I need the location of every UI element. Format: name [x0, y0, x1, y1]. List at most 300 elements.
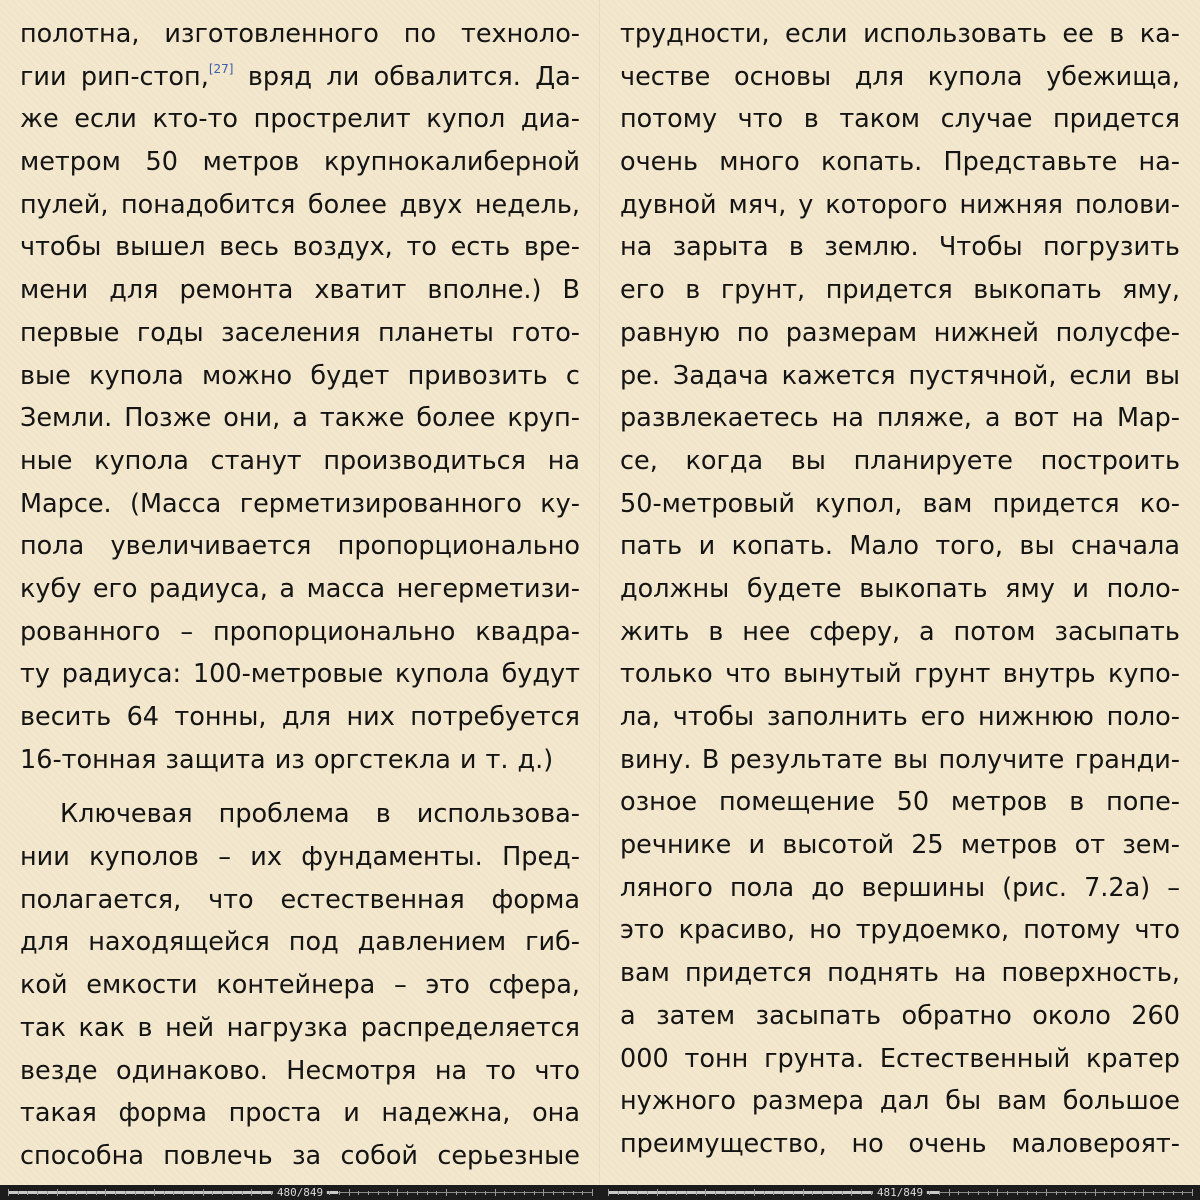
word: вершины: [861, 872, 986, 903]
word: Задача: [672, 360, 769, 391]
text-line: [620, 1123, 1180, 1166]
word: поверхность,: [1001, 958, 1180, 989]
word: планеты: [377, 317, 494, 348]
progress-tick: [193, 1191, 194, 1195]
text-line: [20, 611, 580, 654]
word: на: [434, 1055, 468, 1086]
word: придется: [992, 488, 1120, 519]
text-line: [20, 355, 580, 398]
word: на: [831, 403, 864, 434]
progress-tick: [203, 1189, 204, 1196]
text-line: [620, 653, 1180, 696]
word: а: [292, 403, 308, 434]
word: на: [547, 445, 580, 476]
progress-tick: [929, 1191, 930, 1195]
text-line: [20, 793, 580, 836]
progress-tick: [968, 1191, 969, 1195]
text-line: [620, 824, 1180, 867]
word: надежна,: [381, 1098, 511, 1129]
progress-tick: [637, 1191, 638, 1195]
word: попе-: [1106, 787, 1180, 818]
word: что: [534, 1055, 580, 1086]
word: что: [725, 659, 771, 690]
word: землю.: [824, 232, 919, 263]
progress-tick: [647, 1191, 648, 1195]
word: гранди-: [1074, 744, 1180, 775]
word: ту: [20, 659, 50, 690]
word: серьезные: [437, 1140, 580, 1171]
word: них: [346, 702, 395, 732]
word: речнике: [620, 830, 732, 861]
word: в: [1069, 787, 1085, 818]
progress-tick: [764, 1191, 765, 1195]
progress-tick: [657, 1189, 658, 1196]
word: под: [288, 927, 339, 958]
word: а: [279, 573, 296, 604]
word: вряд: [247, 61, 313, 92]
progress-tick: [705, 1189, 706, 1196]
word: фундаменты.: [301, 842, 483, 873]
word: выкопать: [859, 573, 988, 604]
progress-tick: [812, 1191, 813, 1195]
word: весить: [20, 702, 112, 732]
progress-tick: [1182, 1191, 1183, 1195]
word: использовать: [863, 19, 1047, 49]
word: проблема: [218, 799, 350, 830]
word: у: [798, 189, 814, 220]
word: негерметизи-: [396, 573, 580, 604]
word: за: [291, 1140, 322, 1171]
progress-tick: [37, 1191, 38, 1195]
progress-tick: [173, 1191, 174, 1195]
progress-tick: [212, 1191, 213, 1195]
word: рованного: [20, 616, 161, 647]
word: кой: [20, 970, 68, 1001]
right-page-text: [620, 13, 1180, 1166]
word: погрузить: [1042, 232, 1180, 263]
word: будет: [310, 360, 390, 391]
word: полови-: [1074, 189, 1180, 220]
word: Да-: [535, 61, 580, 92]
text-line: [620, 355, 1180, 398]
status-bar: [0, 1185, 1200, 1200]
word: круп-: [507, 403, 580, 434]
progress-tick: [135, 1191, 136, 1195]
word: Несмотря: [286, 1055, 417, 1086]
word: бы: [945, 1086, 982, 1117]
word: потом: [953, 616, 1036, 647]
text-line: [620, 440, 1180, 483]
word: полусфе-: [1055, 317, 1180, 348]
word: вам: [922, 488, 973, 519]
progress-tick: [832, 1191, 833, 1195]
word: находящейся: [88, 927, 270, 958]
word: потребуется: [410, 702, 580, 732]
progress-tick: [222, 1191, 223, 1195]
word: кто-то: [152, 104, 239, 135]
word: ее: [1062, 19, 1094, 49]
word: так: [20, 1012, 66, 1043]
progress-tick: [485, 1191, 486, 1195]
text-line: [20, 653, 580, 696]
word: его: [92, 573, 138, 604]
word: гото-: [511, 317, 580, 348]
word: если: [785, 19, 848, 49]
text-line: [620, 952, 1180, 995]
progress-tick: [1173, 1191, 1174, 1195]
word: (Масса: [130, 488, 222, 519]
word: т.: [485, 744, 509, 775]
progress-tick: [1143, 1189, 1144, 1196]
progress-tick: [96, 1191, 97, 1195]
word: заселения: [221, 317, 361, 348]
progress-tick: [851, 1189, 852, 1196]
word: и: [1072, 573, 1089, 604]
word: везде: [20, 1055, 98, 1086]
word: пать: [620, 531, 683, 562]
word: очень: [908, 1128, 987, 1159]
progress-tick: [1036, 1191, 1037, 1195]
word: потому: [1023, 915, 1121, 946]
progress-tick: [66, 1191, 67, 1195]
progress-tick: [627, 1191, 628, 1195]
word: мяч,: [728, 189, 787, 220]
word: то: [406, 232, 437, 263]
progress-tick: [251, 1189, 252, 1196]
word: поднять: [827, 958, 939, 989]
word: чтобы: [672, 702, 755, 732]
word: нижнюю: [978, 702, 1094, 732]
progress-tick: [1095, 1189, 1096, 1196]
progress-tick: [773, 1191, 774, 1195]
word: того,: [935, 531, 1003, 562]
word: пола: [729, 872, 795, 903]
word: Естественный: [879, 1043, 1071, 1074]
word: копать.: [731, 531, 833, 562]
word: на-: [1138, 147, 1180, 178]
word: вышел: [115, 232, 206, 263]
paragraph: [620, 13, 1180, 1166]
progress-tick: [388, 1191, 389, 1195]
left-status: [0, 1185, 600, 1200]
progress-tick: [1007, 1191, 1008, 1195]
word: от: [1074, 830, 1106, 861]
word: это: [620, 915, 665, 946]
word: пляже,: [876, 403, 972, 434]
word: диа-: [520, 104, 580, 135]
word: 260: [1131, 1000, 1180, 1031]
text-line: [620, 568, 1180, 611]
word: метром: [20, 147, 121, 178]
progress-tick: [573, 1191, 574, 1195]
word: Мало: [849, 531, 919, 562]
word: по: [403, 19, 437, 49]
word: потому: [620, 104, 718, 135]
word: вам: [996, 1086, 1047, 1117]
text-line: [20, 269, 580, 312]
word: но: [809, 915, 842, 946]
text-line: [620, 1038, 1180, 1081]
progress-tick: [125, 1191, 126, 1195]
word: они,: [223, 403, 281, 434]
word: то: [485, 1055, 517, 1086]
progress-tick: [154, 1189, 155, 1196]
word: и: [748, 830, 766, 861]
word: только: [620, 659, 713, 690]
word: если: [1069, 360, 1132, 391]
progress-tick: [1046, 1189, 1047, 1196]
progress-tick: [803, 1189, 804, 1196]
word: зем-: [1122, 830, 1180, 861]
progress-tick: [725, 1191, 726, 1195]
word: пропорционально: [337, 531, 580, 562]
word: нижняя: [959, 189, 1064, 220]
word: такая: [20, 1098, 97, 1129]
progress-tick: [465, 1191, 466, 1195]
word: в: [788, 232, 804, 263]
progress-tick: [18, 1191, 19, 1195]
progress-tick: [495, 1189, 496, 1196]
word: привозить: [407, 360, 548, 391]
word: купо-: [1108, 659, 1180, 690]
left-page-counter: 480/849: [273, 1185, 327, 1200]
word: когда: [685, 445, 764, 476]
word: радиуса:: [61, 659, 182, 690]
word: грунт,: [720, 275, 806, 306]
progress-tick: [407, 1191, 408, 1195]
word: жить: [620, 616, 690, 647]
word: масса: [306, 573, 386, 604]
word: придется: [825, 275, 953, 306]
progress-tick: [988, 1191, 989, 1195]
word: естественная: [280, 884, 465, 915]
progress-tick: [715, 1191, 716, 1195]
word: проста: [228, 1098, 322, 1129]
progress-tick: [754, 1189, 755, 1196]
text-line: [620, 739, 1180, 782]
word: 50-метровый: [620, 488, 795, 519]
word: первые: [20, 317, 120, 348]
word: способна: [20, 1140, 144, 1171]
progress-tick: [676, 1191, 677, 1195]
word: его: [620, 275, 665, 306]
word: дувной: [620, 189, 717, 220]
word: около: [1032, 1000, 1111, 1031]
word: Земли.: [20, 403, 113, 434]
word: честве: [620, 61, 711, 92]
word: Ключевая: [60, 799, 193, 830]
progress-tick: [1075, 1191, 1076, 1195]
word: пулей,: [20, 189, 109, 220]
text-line: [20, 696, 580, 739]
word: метров: [950, 787, 1048, 818]
word: мени: [20, 275, 89, 306]
progress-tick: [939, 1191, 940, 1195]
progress-tick: [378, 1191, 379, 1195]
word: построить: [1040, 445, 1180, 476]
text-line: [20, 921, 580, 964]
word: что: [208, 884, 254, 915]
progress-tick: [57, 1189, 58, 1196]
word: метров: [202, 147, 300, 178]
text-line: [620, 995, 1180, 1038]
text-line: [620, 312, 1180, 355]
word: для: [109, 275, 159, 306]
word: полагается,: [20, 884, 182, 915]
text-line: [20, 13, 580, 56]
word: купола: [94, 445, 189, 476]
word: пустячной,: [908, 360, 1057, 391]
text-line: [20, 739, 580, 782]
word: вы: [1144, 360, 1180, 391]
word: дал: [879, 1086, 930, 1117]
word: куполов: [89, 842, 199, 873]
word: засыпать: [755, 1000, 882, 1031]
word: вам: [620, 958, 670, 989]
word: сферу,: [809, 616, 901, 647]
word: нагрузка: [226, 1012, 349, 1043]
word: ре.: [620, 360, 660, 391]
text-line: [20, 226, 580, 269]
text-line: [620, 781, 1180, 824]
word: тонны,: [174, 702, 267, 732]
word: затем: [656, 1000, 736, 1031]
progress-tick: [436, 1191, 437, 1195]
word: развлекаетесь: [620, 403, 819, 434]
text-line: [20, 397, 580, 440]
text-line: [20, 312, 580, 355]
word: 25: [911, 830, 944, 861]
word: станут: [210, 445, 302, 476]
word: придется: [685, 958, 812, 989]
word: изготовленного: [164, 19, 379, 49]
word: форма: [491, 884, 580, 915]
progress-tick: [783, 1191, 784, 1195]
progress-tick: [47, 1191, 48, 1195]
progress-tick: [427, 1191, 428, 1195]
word: 000: [620, 1043, 669, 1074]
text-line: [620, 696, 1180, 739]
text-line: [20, 141, 580, 184]
text-line: [620, 397, 1180, 440]
word: копать.: [820, 147, 923, 178]
word: купола: [927, 61, 1023, 92]
word: форма: [118, 1098, 207, 1129]
word: придется: [1052, 104, 1180, 135]
word: использова-: [416, 799, 580, 830]
word: понадобится: [121, 189, 296, 220]
word: вот: [1013, 403, 1059, 434]
word: ко-: [1139, 488, 1180, 519]
progress-tick: [666, 1191, 667, 1195]
word: преимущество,: [620, 1128, 827, 1159]
word: внутрь: [1002, 659, 1096, 690]
word: засыпать: [1054, 616, 1180, 647]
word: и: [459, 744, 477, 775]
word: поло-: [1106, 573, 1180, 604]
word: если: [74, 104, 137, 135]
right-page-counter: 481/849: [873, 1185, 927, 1200]
word: яму: [1005, 573, 1055, 604]
text-line: [620, 269, 1180, 312]
right-status: [600, 1185, 1200, 1200]
word: грунт: [914, 659, 991, 690]
word: нее: [742, 616, 791, 647]
progress-tick: [744, 1191, 745, 1195]
paragraph: [20, 13, 580, 781]
word: вы: [790, 445, 826, 476]
word: –: [218, 842, 231, 873]
word: ку-: [540, 488, 580, 519]
word: распределяется: [360, 1012, 580, 1043]
right-page[interactable]: [600, 0, 1200, 1185]
text-line: [620, 226, 1180, 269]
word: можно: [202, 360, 293, 391]
word: 7.2а): [1084, 872, 1151, 903]
text-line: [20, 1092, 580, 1135]
progress-tick: [1163, 1191, 1164, 1195]
word: купола: [395, 659, 490, 690]
word: грунта.: [764, 1043, 865, 1074]
word: и: [343, 1098, 360, 1129]
word: выкопать: [973, 275, 1102, 306]
text-line: [20, 879, 580, 922]
word: вые: [20, 360, 71, 391]
word: планируете: [853, 445, 1013, 476]
word: се,: [620, 445, 658, 476]
progress-tick: [446, 1189, 447, 1196]
progress-tick: [115, 1191, 116, 1195]
text-line: [620, 867, 1180, 910]
word: вы: [892, 744, 929, 775]
word: В: [701, 744, 720, 775]
left-page-text: [20, 13, 580, 1178]
progress-tick: [261, 1191, 262, 1195]
word: а: [919, 616, 935, 647]
word: ней: [165, 1012, 215, 1043]
progress-tick: [592, 1189, 593, 1196]
word: много: [719, 147, 800, 178]
word: 16-тонная: [20, 744, 157, 775]
word: рип-стоп,[27]: [80, 61, 234, 92]
text-line: [620, 141, 1180, 184]
word: будут: [501, 659, 580, 690]
footnote-ref-link[interactable]: [27]: [208, 61, 234, 76]
text-line: [20, 1007, 580, 1050]
word: Чтобы: [938, 232, 1023, 263]
progress-tick: [183, 1191, 184, 1195]
left-page[interactable]: [0, 0, 600, 1185]
word: в: [1109, 19, 1125, 49]
word: Мар-: [1116, 403, 1180, 434]
word: повлечь: [163, 1140, 273, 1171]
progress-tick: [504, 1191, 505, 1195]
word: зарыта: [672, 232, 769, 263]
progress-tick: [514, 1191, 515, 1195]
word: воздух,: [292, 232, 393, 263]
progress-tick: [1192, 1189, 1193, 1196]
text-line: [620, 98, 1180, 141]
progress-tick: [417, 1191, 418, 1195]
progress-tick: [349, 1189, 350, 1196]
word: это: [425, 970, 470, 1001]
word: ляного: [620, 872, 713, 903]
word: как: [78, 1012, 125, 1043]
progress-tick: [1153, 1191, 1154, 1195]
progress-tick: [958, 1191, 959, 1195]
word: на: [1071, 403, 1105, 434]
progress-tick: [793, 1191, 794, 1195]
